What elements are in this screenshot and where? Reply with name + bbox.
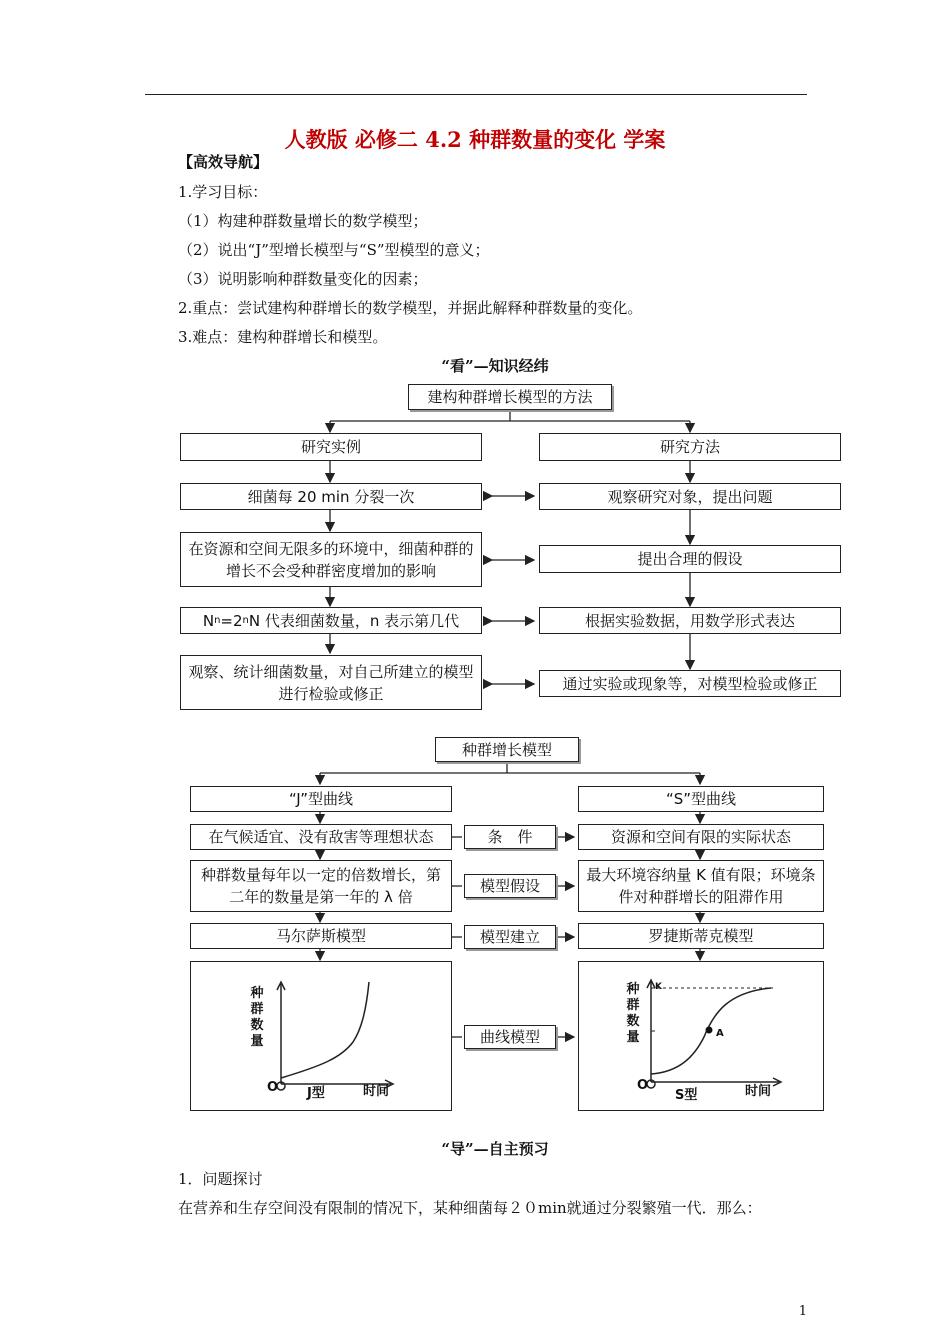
s-point-a [706, 1027, 713, 1034]
j-model: 马尔萨斯模型 [190, 923, 452, 949]
section-guide: “导”—自主预习 [441, 1140, 549, 1158]
key-point: 2.重点：尝试建构种群增长的数学模型，并据此解释种群数量的变化。 [178, 299, 643, 317]
flow1-right-1: 观察研究对象，提出问题 [539, 483, 841, 510]
s-origin: O [637, 1078, 649, 1093]
goal-item-1: （1）构建种群数量增长的数学模型； [178, 212, 428, 230]
j-head: “J”型曲线 [190, 786, 452, 812]
nn-sub: n [214, 614, 221, 626]
s-model: 罗捷斯蒂克模型 [578, 923, 824, 949]
nn-base: N [202, 611, 215, 630]
j-ylabel: 种群数量 [250, 986, 264, 1049]
flow1-right-4: 通过实验或现象等，对模型检验或修正 [539, 670, 841, 697]
difficulty: 3.难点：建构种群增长和模型。 [178, 328, 388, 346]
flow2-top-box: 种群增长模型 [435, 737, 579, 762]
mid-assumption: 模型假设 [464, 874, 556, 898]
nn-rest: N 代表细菌数量，n 表示第几代 [248, 611, 460, 630]
mid-curve: 曲线模型 [464, 1025, 556, 1049]
flow1-left-4: 观察、统计细菌数量，对自己所建立的模型进行检验或修正 [180, 655, 482, 710]
flow1-left-3 [180, 607, 482, 634]
question-heading: 1．问题探讨 [178, 1170, 263, 1188]
page-number: 1 [798, 1304, 807, 1319]
flow1-left-1: 细菌每 20 min 分裂一次 [180, 483, 482, 510]
s-xlabel: 时间 [745, 1084, 772, 1099]
nn-eq: =2 [220, 611, 243, 630]
section-nav: 【高效导航】 [178, 153, 269, 171]
s-type-label: S型 [675, 1088, 698, 1103]
flow1-right-head: 研究方法 [539, 433, 841, 461]
flow1-right-2: 提出合理的假设 [539, 545, 841, 573]
section-look: “看”—知识经纬 [441, 357, 549, 375]
j-origin: O [267, 1080, 279, 1095]
flow1-top-box: 建构种群增长模型的方法 [408, 384, 612, 410]
goal-item-2: （2）说出“J”型增长模型与“S”型模型的意义； [178, 241, 490, 259]
j-graph [190, 961, 452, 1111]
s-curve-plot [579, 962, 823, 1110]
s-head: “S”型曲线 [578, 786, 824, 812]
s-point-label: A [716, 1028, 724, 1039]
j-assumption: 种群数量每年以一定的倍数增长，第二年的数量是第一年的 λ 倍 [190, 860, 452, 912]
nn-sup: n [242, 614, 249, 626]
s-ylabel: 种群数量 [626, 982, 640, 1045]
page-title: 人教版 必修二 4.2 种群数量的变化 学案 [284, 127, 666, 152]
j-condition: 在气候适宜、没有敌害等理想状态 [190, 824, 452, 850]
flow1-left-head: 研究实例 [180, 433, 482, 461]
s-k-label: K [655, 982, 662, 992]
goal-item-3: （3）说明影响种群数量变化的因素； [178, 270, 428, 288]
j-type-label: J型 [307, 1086, 325, 1101]
goals-heading: 1.学习目标： [178, 183, 268, 201]
s-condition: 资源和空间有限的实际状态 [578, 824, 824, 850]
flow1-right-3: 根据实验数据，用数学形式表达 [539, 607, 841, 634]
question-text: 在营养和生存空间没有限制的情况下，某种细菌每２０min就通过分裂繁殖一代．那么： [178, 1199, 762, 1217]
mid-condition: 条 件 [464, 825, 556, 849]
flow1-left-2: 在资源和空间无限多的环境中，细菌种群的增长不会受种群密度增加的影响 [180, 532, 482, 587]
s-graph [578, 961, 824, 1111]
mid-model: 模型建立 [464, 925, 556, 949]
s-assumption: 最大环境容纳量 K 值有限；环境条件对种群增长的阻滞作用 [578, 860, 824, 912]
j-curve [281, 982, 369, 1078]
j-xlabel: 时间 [363, 1084, 390, 1099]
